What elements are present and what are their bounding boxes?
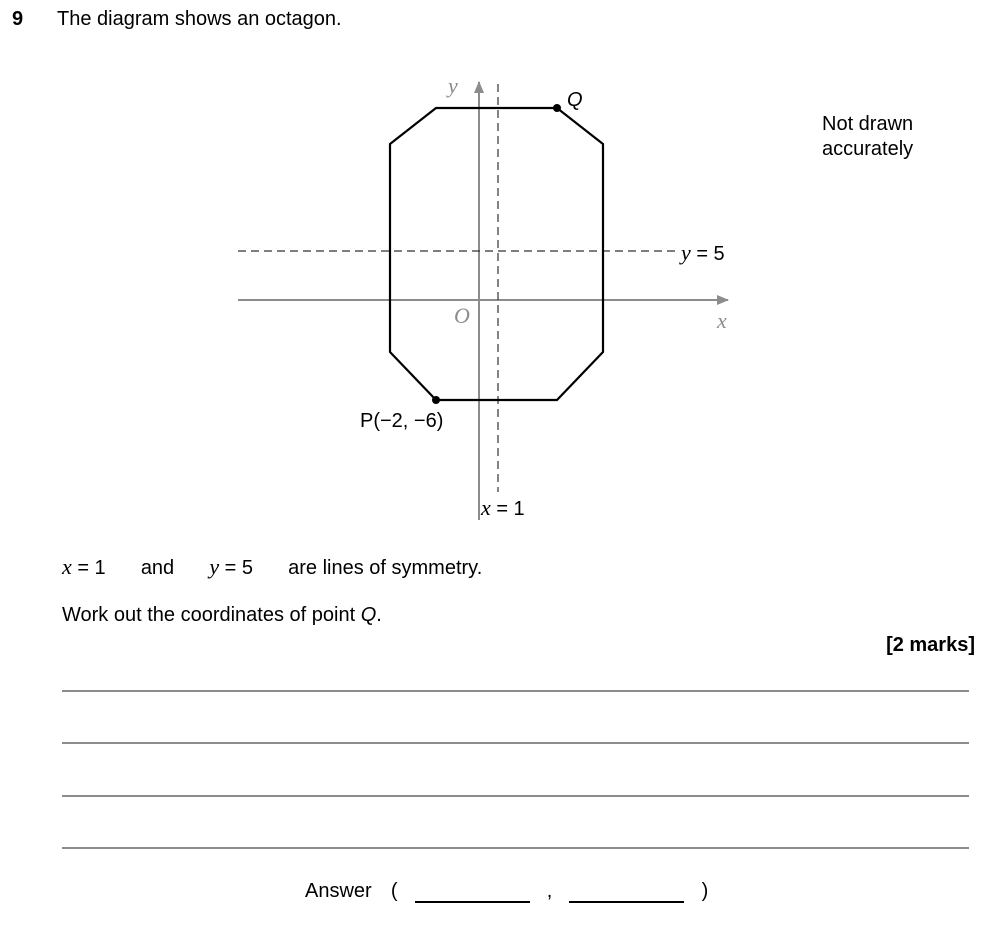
sym-y-var: y bbox=[209, 554, 220, 579]
answer-row bbox=[305, 880, 708, 903]
line-x1-var: x bbox=[481, 495, 491, 520]
point-p-label: P(−2, −6) bbox=[360, 410, 444, 432]
note-line-2: accurately bbox=[822, 138, 914, 160]
point-q-dot bbox=[553, 104, 561, 112]
working-line-1[interactable] bbox=[62, 690, 969, 692]
task-text-after: . bbox=[376, 604, 382, 626]
sym-and: and bbox=[140, 557, 175, 579]
sym-suffix: are lines of symmetry. bbox=[288, 557, 483, 579]
answer-open-paren: ( bbox=[390, 880, 398, 902]
note-line-1: Not drawn bbox=[822, 113, 914, 135]
marks-label: [2 marks] bbox=[886, 634, 975, 656]
origin-label: O bbox=[454, 303, 470, 328]
question-text: The diagram shows an octagon. bbox=[57, 8, 342, 30]
sym-x-var: x bbox=[62, 554, 72, 579]
y-axis-label: y bbox=[448, 73, 458, 98]
x-axis-label: x bbox=[717, 308, 727, 333]
line-y5-label bbox=[679, 240, 725, 265]
answer-x-blank[interactable] bbox=[415, 881, 530, 903]
answer-label: Answer bbox=[305, 880, 372, 902]
point-q-label: Q bbox=[567, 89, 583, 111]
answer-close-paren: ) bbox=[701, 880, 709, 902]
answer-comma: , bbox=[546, 880, 553, 902]
line-y5-var: y bbox=[681, 240, 691, 265]
working-line-4[interactable] bbox=[62, 847, 969, 849]
sym-x-eq: = 1 bbox=[71, 557, 106, 579]
question-number: 9 bbox=[12, 8, 24, 30]
task-text-before: Work out the coordinates of point bbox=[62, 604, 361, 626]
answer-y-blank[interactable] bbox=[569, 881, 684, 903]
task-instruction bbox=[62, 604, 382, 627]
sym-y-eq: = 5 bbox=[219, 557, 253, 579]
working-line-3[interactable] bbox=[62, 795, 969, 797]
symmetry-statement bbox=[62, 554, 482, 580]
line-y5-val: = 5 bbox=[690, 243, 725, 265]
working-line-2[interactable] bbox=[62, 742, 969, 744]
line-x1-val: = 1 bbox=[490, 498, 525, 520]
point-p-dot bbox=[432, 396, 440, 404]
task-point: Q bbox=[360, 604, 377, 626]
line-x1-label bbox=[480, 495, 525, 520]
octagon bbox=[390, 108, 603, 400]
